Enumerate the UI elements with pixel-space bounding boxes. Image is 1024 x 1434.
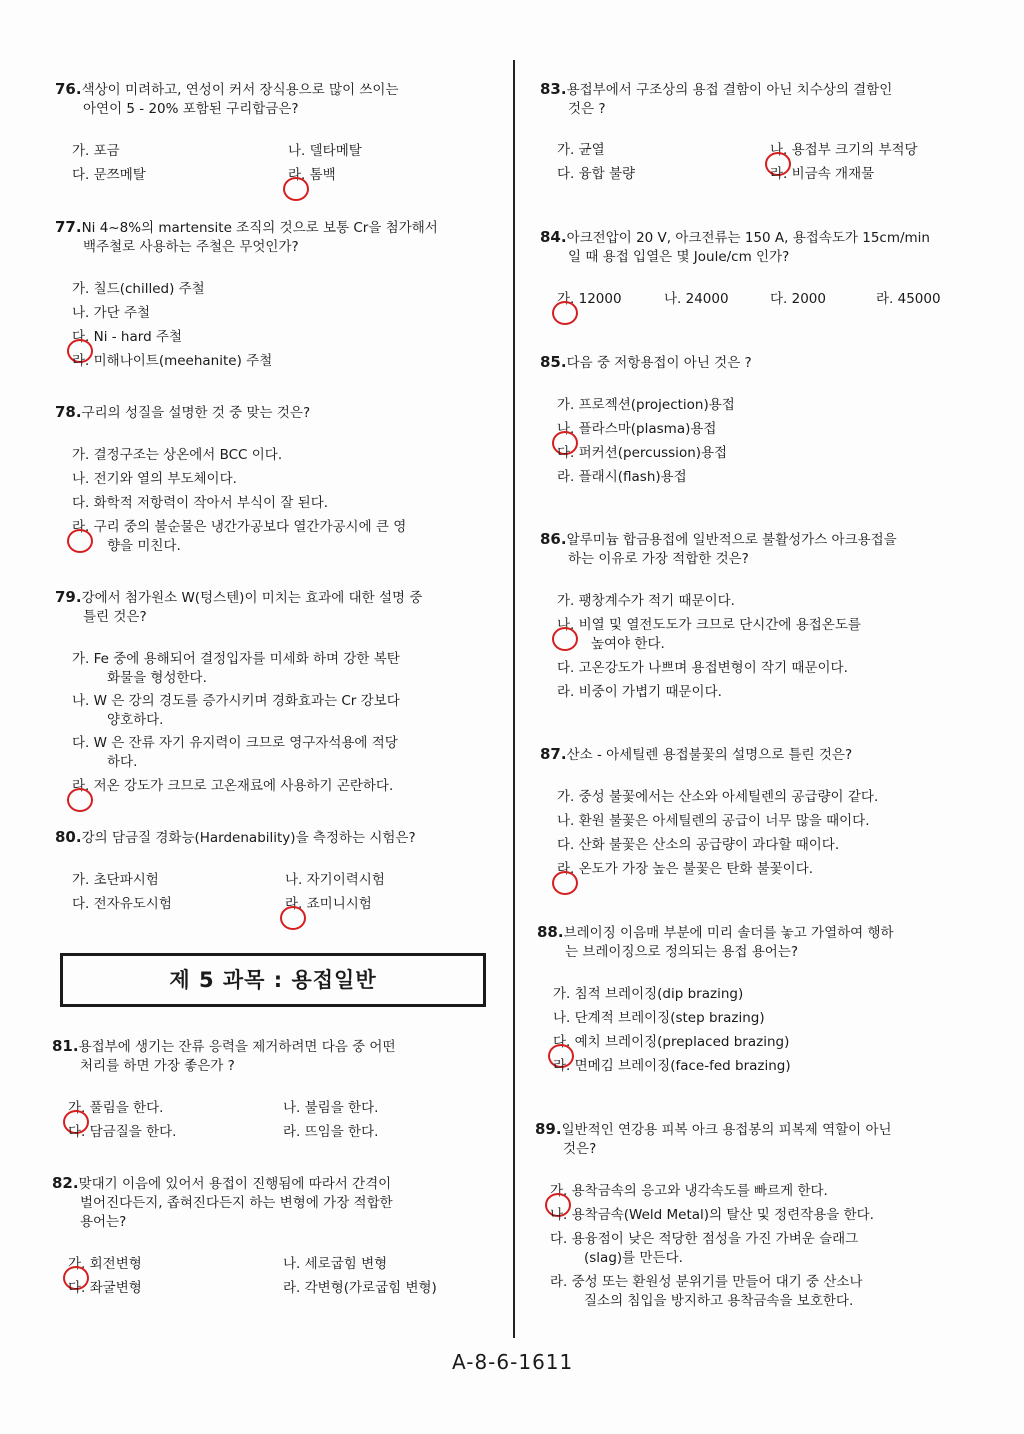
option-d[interactable]: 라. 45000 <box>876 291 941 307</box>
question-83 <box>540 80 980 119</box>
option-d[interactable]: 라. 중성 또는 환원성 분위기를 만들어 대기 중 산소나 <box>550 1274 863 1290</box>
question-number: 86. <box>540 530 567 548</box>
question-76 <box>55 80 495 119</box>
option-a[interactable]: 가. 초단파시험 <box>72 872 159 888</box>
option-a-marked[interactable]: 가. 12000 <box>557 290 622 309</box>
question-text-cont: 것은 ? <box>568 101 606 117</box>
option-c[interactable]: 다. 용융점이 낮은 적당한 점성을 가진 가벼운 슬래그 <box>550 1231 859 1247</box>
question-text: 강의 담금질 경화능(Hardenability)을 측정하는 시험은? <box>81 830 416 846</box>
question-number: 79. <box>55 588 82 606</box>
option-b[interactable]: 나. 환원 불꽃은 아세틸렌의 공급이 너무 많을 때이다. <box>557 813 870 829</box>
question-text-cont: 일 때 용접 입열은 몇 Joule/cm 인가? <box>568 249 790 265</box>
question-number: 87. <box>540 745 567 763</box>
column-divider <box>513 60 515 1338</box>
option-a-marked[interactable]: 가. 용착금속의 응고와 냉각속도를 빠르게 한다. <box>550 1182 828 1201</box>
question-number: 89. <box>535 1120 562 1138</box>
question-text: 색상이 미려하고, 연성이 커서 장식용으로 많이 쓰이는 <box>81 82 399 98</box>
section-header: 제 5 과목 : 용접일반 <box>60 953 486 1007</box>
option-a[interactable]: 가. 팽창계수가 적기 때문이다. <box>557 593 735 609</box>
question-text: 산소 - 아세틸렌 용접불꽃의 설명으로 틀린 것은? <box>566 747 853 763</box>
question-88 <box>537 923 982 962</box>
option-c-marked[interactable]: 다. 예치 브레이징(preplaced brazing) <box>553 1033 789 1052</box>
option-d-marked[interactable]: 라. 온도가 가장 높은 불꽃은 탄화 불꽃이다. <box>557 860 813 879</box>
question-81 <box>52 1037 497 1076</box>
question-number: 84. <box>540 228 567 246</box>
option-b[interactable]: 나. 불림을 한다. <box>283 1100 379 1116</box>
option-b[interactable]: 나. 24000 <box>664 291 729 307</box>
question-text-cont: 것은? <box>563 1141 597 1157</box>
option-b-marked[interactable]: 나. 용접부 크기의 부적당 <box>770 141 918 160</box>
option-a[interactable]: 가. 중성 불꽃에서는 산소와 아세틸렌의 공급량이 같다. <box>557 789 879 805</box>
page-footer-code: A-8-6-1611 <box>452 1350 574 1374</box>
question-number: 78. <box>55 403 82 421</box>
question-80 <box>55 828 500 848</box>
question-text-cont: 하는 이유로 가장 적합한 것은? <box>568 551 749 567</box>
answer-circle-mark <box>552 627 578 651</box>
option-d[interactable]: 라. 비중이 가볍기 때문이다. <box>557 684 722 700</box>
question-79 <box>55 588 500 627</box>
question-text-cont: 용어는? <box>80 1214 127 1230</box>
option-c-cont: 하다. <box>107 754 138 770</box>
option-a-cont: 화물을 형성한다. <box>107 670 207 686</box>
option-a[interactable]: 가. 결정구조는 상온에서 BCC 이다. <box>72 447 283 463</box>
option-c[interactable]: 다. 퍼커션(percussion)용접 <box>557 445 728 461</box>
question-85 <box>540 353 980 373</box>
option-c[interactable]: 다. 융합 불량 <box>557 166 636 182</box>
question-78 <box>55 403 495 423</box>
option-a[interactable]: 가. 균열 <box>557 142 605 158</box>
option-c[interactable]: 다. 좌굴변형 <box>68 1280 142 1296</box>
option-c[interactable]: 다. 2000 <box>770 291 826 307</box>
question-text: 강에서 첨가원소 W(텅스텐)이 미치는 효과에 대한 설명 중 <box>81 590 423 606</box>
question-text: 용접부에 생기는 잔류 응력을 제거하려면 다음 중 어떤 <box>78 1039 396 1055</box>
option-b[interactable]: 나. 단계적 브레이징(step brazing) <box>553 1010 765 1026</box>
question-text: 아크전압이 20 V, 아크전류는 150 A, 용접속도가 15cm/min <box>566 230 930 246</box>
option-d-marked[interactable]: 라. 톰백 <box>288 166 336 185</box>
option-c-marked[interactable]: 다. Ni - hard 주철 <box>72 328 182 347</box>
option-a[interactable]: 가. 칠드(chilled) 주철 <box>72 281 205 297</box>
option-b[interactable]: 나. 자기이력시험 <box>285 872 385 888</box>
question-text: 브레이징 이음매 부분에 미리 솔더를 놓고 가열하여 행하 <box>563 925 894 941</box>
question-number: 76. <box>55 80 82 98</box>
question-text: 용접부에서 구조상의 용접 결함이 아닌 치수상의 결함인 <box>566 82 893 98</box>
option-c[interactable]: 다. 화학적 저항력이 작아서 부식이 잘 된다. <box>72 495 329 511</box>
option-a-marked[interactable]: 가. 풀림을 한다. <box>68 1099 163 1118</box>
question-text-cont: 백주철로 사용하는 주철은 무엇인가? <box>83 239 299 255</box>
question-87 <box>540 745 980 765</box>
question-text: 맞대기 이음에 있어서 용접이 진행됨에 따라서 간격이 <box>78 1176 392 1192</box>
question-number: 85. <box>540 353 567 371</box>
answer-circle-mark <box>552 301 578 325</box>
question-text: 일반적인 연강용 피복 아크 용접봉의 피복제 역할이 아닌 <box>561 1122 892 1138</box>
option-d[interactable]: 라. 비금속 개재물 <box>770 166 875 182</box>
question-number: 82. <box>52 1174 79 1192</box>
option-b-cont: 높여야 한다. <box>591 636 665 652</box>
option-b-marked[interactable]: 나. 플라스마(plasma)용접 <box>557 420 716 439</box>
question-text: 구리의 성질을 설명한 것 중 맞는 것은? <box>81 405 311 421</box>
question-text-cont: 는 브레이징으로 정의되는 용접 용어는? <box>565 944 798 960</box>
answer-circle-mark <box>67 788 93 812</box>
option-b-marked[interactable]: 나. 비열 및 열전도도가 크므로 단시간에 용접온도를 <box>557 616 861 635</box>
option-c-cont: (slag)를 만든다. <box>584 1250 683 1266</box>
option-d[interactable]: 라. 플래시(flash)용접 <box>557 469 687 485</box>
option-c[interactable]: 다. 전자유도시험 <box>72 896 172 912</box>
option-c[interactable]: 다. W 은 잔류 자기 유지력이 크므로 영구자석용에 적당 <box>72 735 398 751</box>
option-c[interactable]: 다. 담금질을 한다. <box>68 1124 177 1140</box>
option-a[interactable]: 가. 포금 <box>72 143 120 159</box>
option-a[interactable]: 가. 침적 브레이징(dip brazing) <box>553 986 744 1002</box>
answer-circle-mark <box>552 871 578 895</box>
question-82 <box>52 1174 492 1232</box>
option-d-marked[interactable]: 라. 저온 강도가 크므로 고온재료에 사용하기 곤란하다. <box>72 777 393 796</box>
question-text-cont: 아연이 5 - 20% 포함된 구리합금은? <box>83 101 299 117</box>
option-d[interactable]: 라. 미해나이트(meehanite) 주철 <box>72 353 273 369</box>
option-d-marked[interactable]: 라. 죠미니시험 <box>285 895 372 914</box>
question-number: 81. <box>52 1037 79 1055</box>
question-text-cont: 처리를 하면 가장 좋은가 ? <box>80 1058 235 1074</box>
option-d[interactable]: 라. 면메김 브레이징(face-fed brazing) <box>553 1058 791 1074</box>
question-number: 77. <box>55 218 82 236</box>
question-89 <box>535 1120 980 1159</box>
answer-circle-mark <box>283 177 309 201</box>
option-b[interactable]: 나. W 은 강의 경도를 증가시키며 경화효과는 Cr 강보다 <box>72 693 400 709</box>
question-text-cont: 틀린 것은? <box>83 609 147 625</box>
option-a[interactable]: 가. Fe 중에 용해되어 결정입자를 미세화 하며 강한 복탄 <box>72 651 400 667</box>
question-86 <box>540 530 985 569</box>
option-c[interactable]: 다. 고온강도가 나쁘며 용접변형이 작기 때문이다. <box>557 660 848 676</box>
option-a[interactable]: 가. 프로젝션(projection)용접 <box>557 397 735 413</box>
option-d[interactable]: 라. 뜨임을 한다. <box>283 1124 379 1140</box>
question-number: 80. <box>55 828 82 846</box>
option-d-marked[interactable]: 라. 구리 중의 불순물은 냉간가공보다 열간가공시에 큰 영 <box>72 518 406 537</box>
question-text-cont: 벌어진다든지, 좁혀진다든지 하는 변형에 가장 적합한 <box>80 1195 393 1211</box>
option-c[interactable]: 다. 문쯔메탈 <box>72 167 146 183</box>
option-b-cont: 양호하다. <box>107 712 164 728</box>
question-text: 알루미늄 합금용접에 일반적으로 불활성가스 아크용접을 <box>566 532 897 548</box>
answer-circle-mark <box>280 906 306 930</box>
question-84 <box>540 228 990 267</box>
option-d-cont: 향을 미친다. <box>107 538 181 554</box>
option-d-cont: 질소의 침입을 방지하고 용착금속을 보호한다. <box>584 1293 854 1309</box>
option-b[interactable]: 나. 가단 주철 <box>72 305 151 321</box>
question-text: 다음 중 저항용접이 아닌 것은 ? <box>566 355 752 371</box>
question-number: 88. <box>537 923 564 941</box>
option-a-marked[interactable]: 가. 회전변형 <box>68 1255 142 1274</box>
option-b[interactable]: 나. 세로굽힘 변형 <box>283 1256 388 1272</box>
question-text: Ni 4~8%의 martensite 조직의 것으로 보통 Cr을 첨가해서 <box>81 220 438 236</box>
question-number: 83. <box>540 80 567 98</box>
option-b[interactable]: 나. 전기와 열의 부도체이다. <box>72 471 237 487</box>
option-c[interactable]: 다. 산화 불꽃은 산소의 공급량이 과다할 때이다. <box>557 837 840 853</box>
question-77 <box>55 218 500 257</box>
option-d[interactable]: 라. 각변형(가로굽힘 변형) <box>283 1280 437 1296</box>
answer-circle-mark <box>67 529 93 553</box>
option-b[interactable]: 나. 용착금속(Weld Metal)의 탈산 및 정련작용을 한다. <box>550 1207 874 1223</box>
option-b[interactable]: 나. 델타메탈 <box>288 143 362 159</box>
